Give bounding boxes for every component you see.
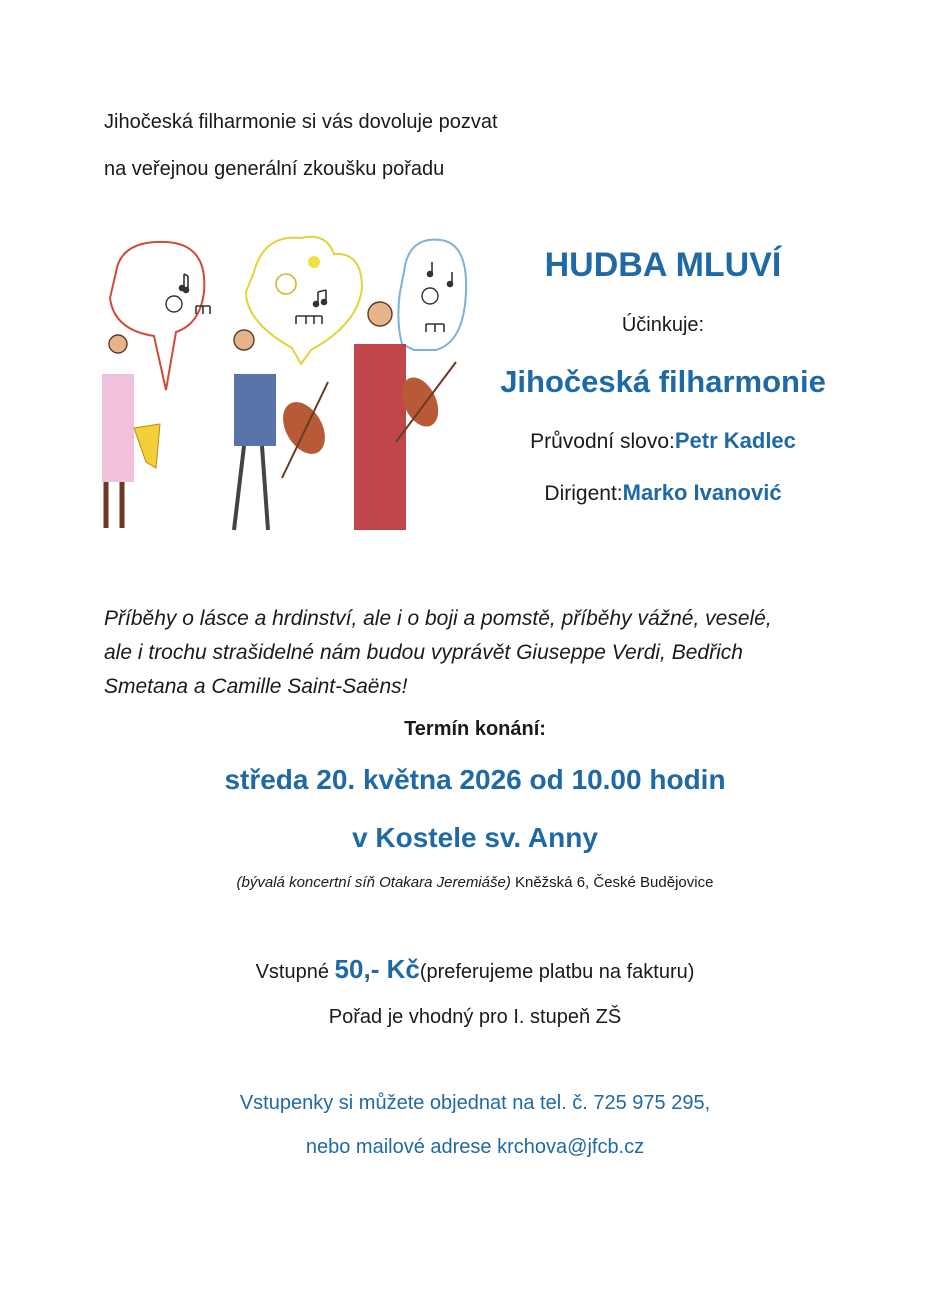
conductor-label: Dirigent: xyxy=(544,482,623,505)
order-line-1: Vstupenky si můžete objednat na tel. č. 725 975 295, xyxy=(239,1092,711,1114)
conductor-line xyxy=(478,480,848,506)
narrator-line xyxy=(478,428,848,454)
description-line-1: Příběhy o lásce a hrdinství, ale i o boji a pomstě, příběhy vážné, veselé, xyxy=(104,607,772,630)
description-line-3: Smetana a Camille Saint-Saëns! xyxy=(104,675,408,698)
narrator-label: Průvodní slovo: xyxy=(530,430,675,453)
sun-face xyxy=(276,274,296,294)
music-notes xyxy=(180,262,453,332)
venue-note: (bývalá koncertní síň Otakara Jeremiáše) xyxy=(236,874,511,891)
speech-bubble-right xyxy=(398,240,466,350)
price-note: (preferujeme platbu na fakturu) xyxy=(419,961,695,983)
musician-viola xyxy=(354,302,456,530)
musician-violin xyxy=(234,330,334,530)
intro-line-2: na veřejnou generální zkoušku pořadu xyxy=(104,158,445,180)
description-line-2: ale i trochu strašidelné nám budou vyprávět Giuseppe Verdi, Bedřich xyxy=(104,641,743,664)
admission-line xyxy=(0,954,950,985)
conductor-name: Marko Ivanović xyxy=(622,480,782,505)
narrator-name: Petr Kadlec xyxy=(674,428,796,453)
intro-line-1: Jihočeská filharmonie si vás dovoluje pozvat xyxy=(104,111,498,133)
description xyxy=(104,602,772,704)
order-line-2: nebo mailové adrese krchova@jfcb.cz xyxy=(305,1136,645,1158)
suitability: Pořad je vhodný pro I. stupeň ZŠ xyxy=(328,1006,622,1028)
event-date: středa 20. května 2026 od 10.00 hodin xyxy=(224,764,726,795)
event-venue: v Kostele sv. Anny xyxy=(352,822,598,853)
musician-trumpet xyxy=(102,335,160,528)
admission-price: 50,- Kč xyxy=(334,954,420,984)
speech-bubble-middle xyxy=(246,237,362,364)
admission-label: Vstupné xyxy=(255,961,335,983)
children-drawing-musicians xyxy=(96,232,468,534)
orchestra-name: Jihočeská filharmonie xyxy=(500,364,826,399)
venue-address-line xyxy=(0,874,950,891)
speech-bubble-left xyxy=(110,242,204,390)
program-title: HUDBA MLUVÍ xyxy=(544,246,782,284)
date-label: Termín konání: xyxy=(404,718,546,740)
performs-label: Účinkuje: xyxy=(621,314,705,336)
venue-address: Kněžská 6, České Budějovice xyxy=(510,874,714,891)
